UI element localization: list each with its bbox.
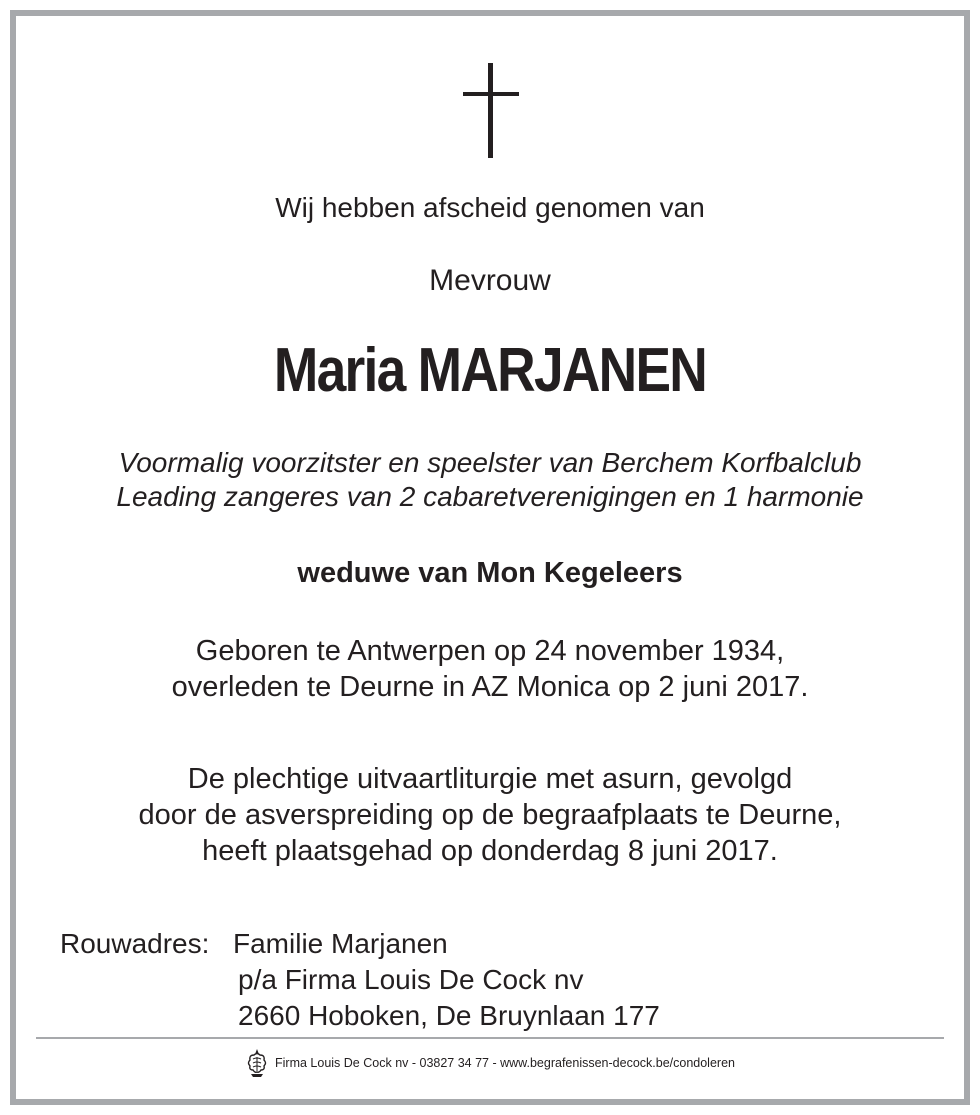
address-line-2: p/a Firma Louis De Cock nv: [238, 964, 584, 995]
death-line: overleden te Deurne in AZ Monica op 2 juni 2017.: [171, 671, 809, 703]
address-name: Familie Marjanen: [233, 928, 448, 959]
address-line-3: 2660 Hoboken, De Bruynlaan 177: [238, 1000, 660, 1031]
cross-icon: [463, 63, 519, 158]
address-label: Rouwadres:: [60, 928, 210, 959]
role-line-1: Voormalig voorzitster en speelster van Berchem Korfbalclub: [118, 447, 862, 478]
intro-text: Wij hebben afscheid genomen van: [275, 192, 705, 223]
funeral-line-1: De plechtige uitvaartliturgie met asurn, gevolgd: [187, 763, 793, 795]
honorific: Mevrouw: [429, 264, 551, 297]
footer-divider: [36, 1037, 944, 1039]
widow-of: weduwe van Mon Kegeleers: [297, 557, 683, 589]
footer-contact: Firma Louis De Cock nv - 03827 34 77 - www.begrafenissen-decock.be/condoleren: [275, 1056, 735, 1070]
deceased-name: Maria MARJANEN: [273, 336, 707, 405]
funeral-line-3: heeft plaatsgehad op donderdag 8 juni 2017.: [202, 835, 778, 867]
footer: [0, 1048, 980, 1078]
funeral-home-logo-icon: [245, 1048, 269, 1078]
birth-line: Geboren te Antwerpen op 24 november 1934,: [195, 635, 785, 667]
role-line-2: Leading zangeres van 2 cabaretverenigingen en 1 harmonie: [116, 481, 864, 512]
funeral-line-2: door de asverspreiding op de begraafplaats te Deurne,: [138, 799, 842, 831]
